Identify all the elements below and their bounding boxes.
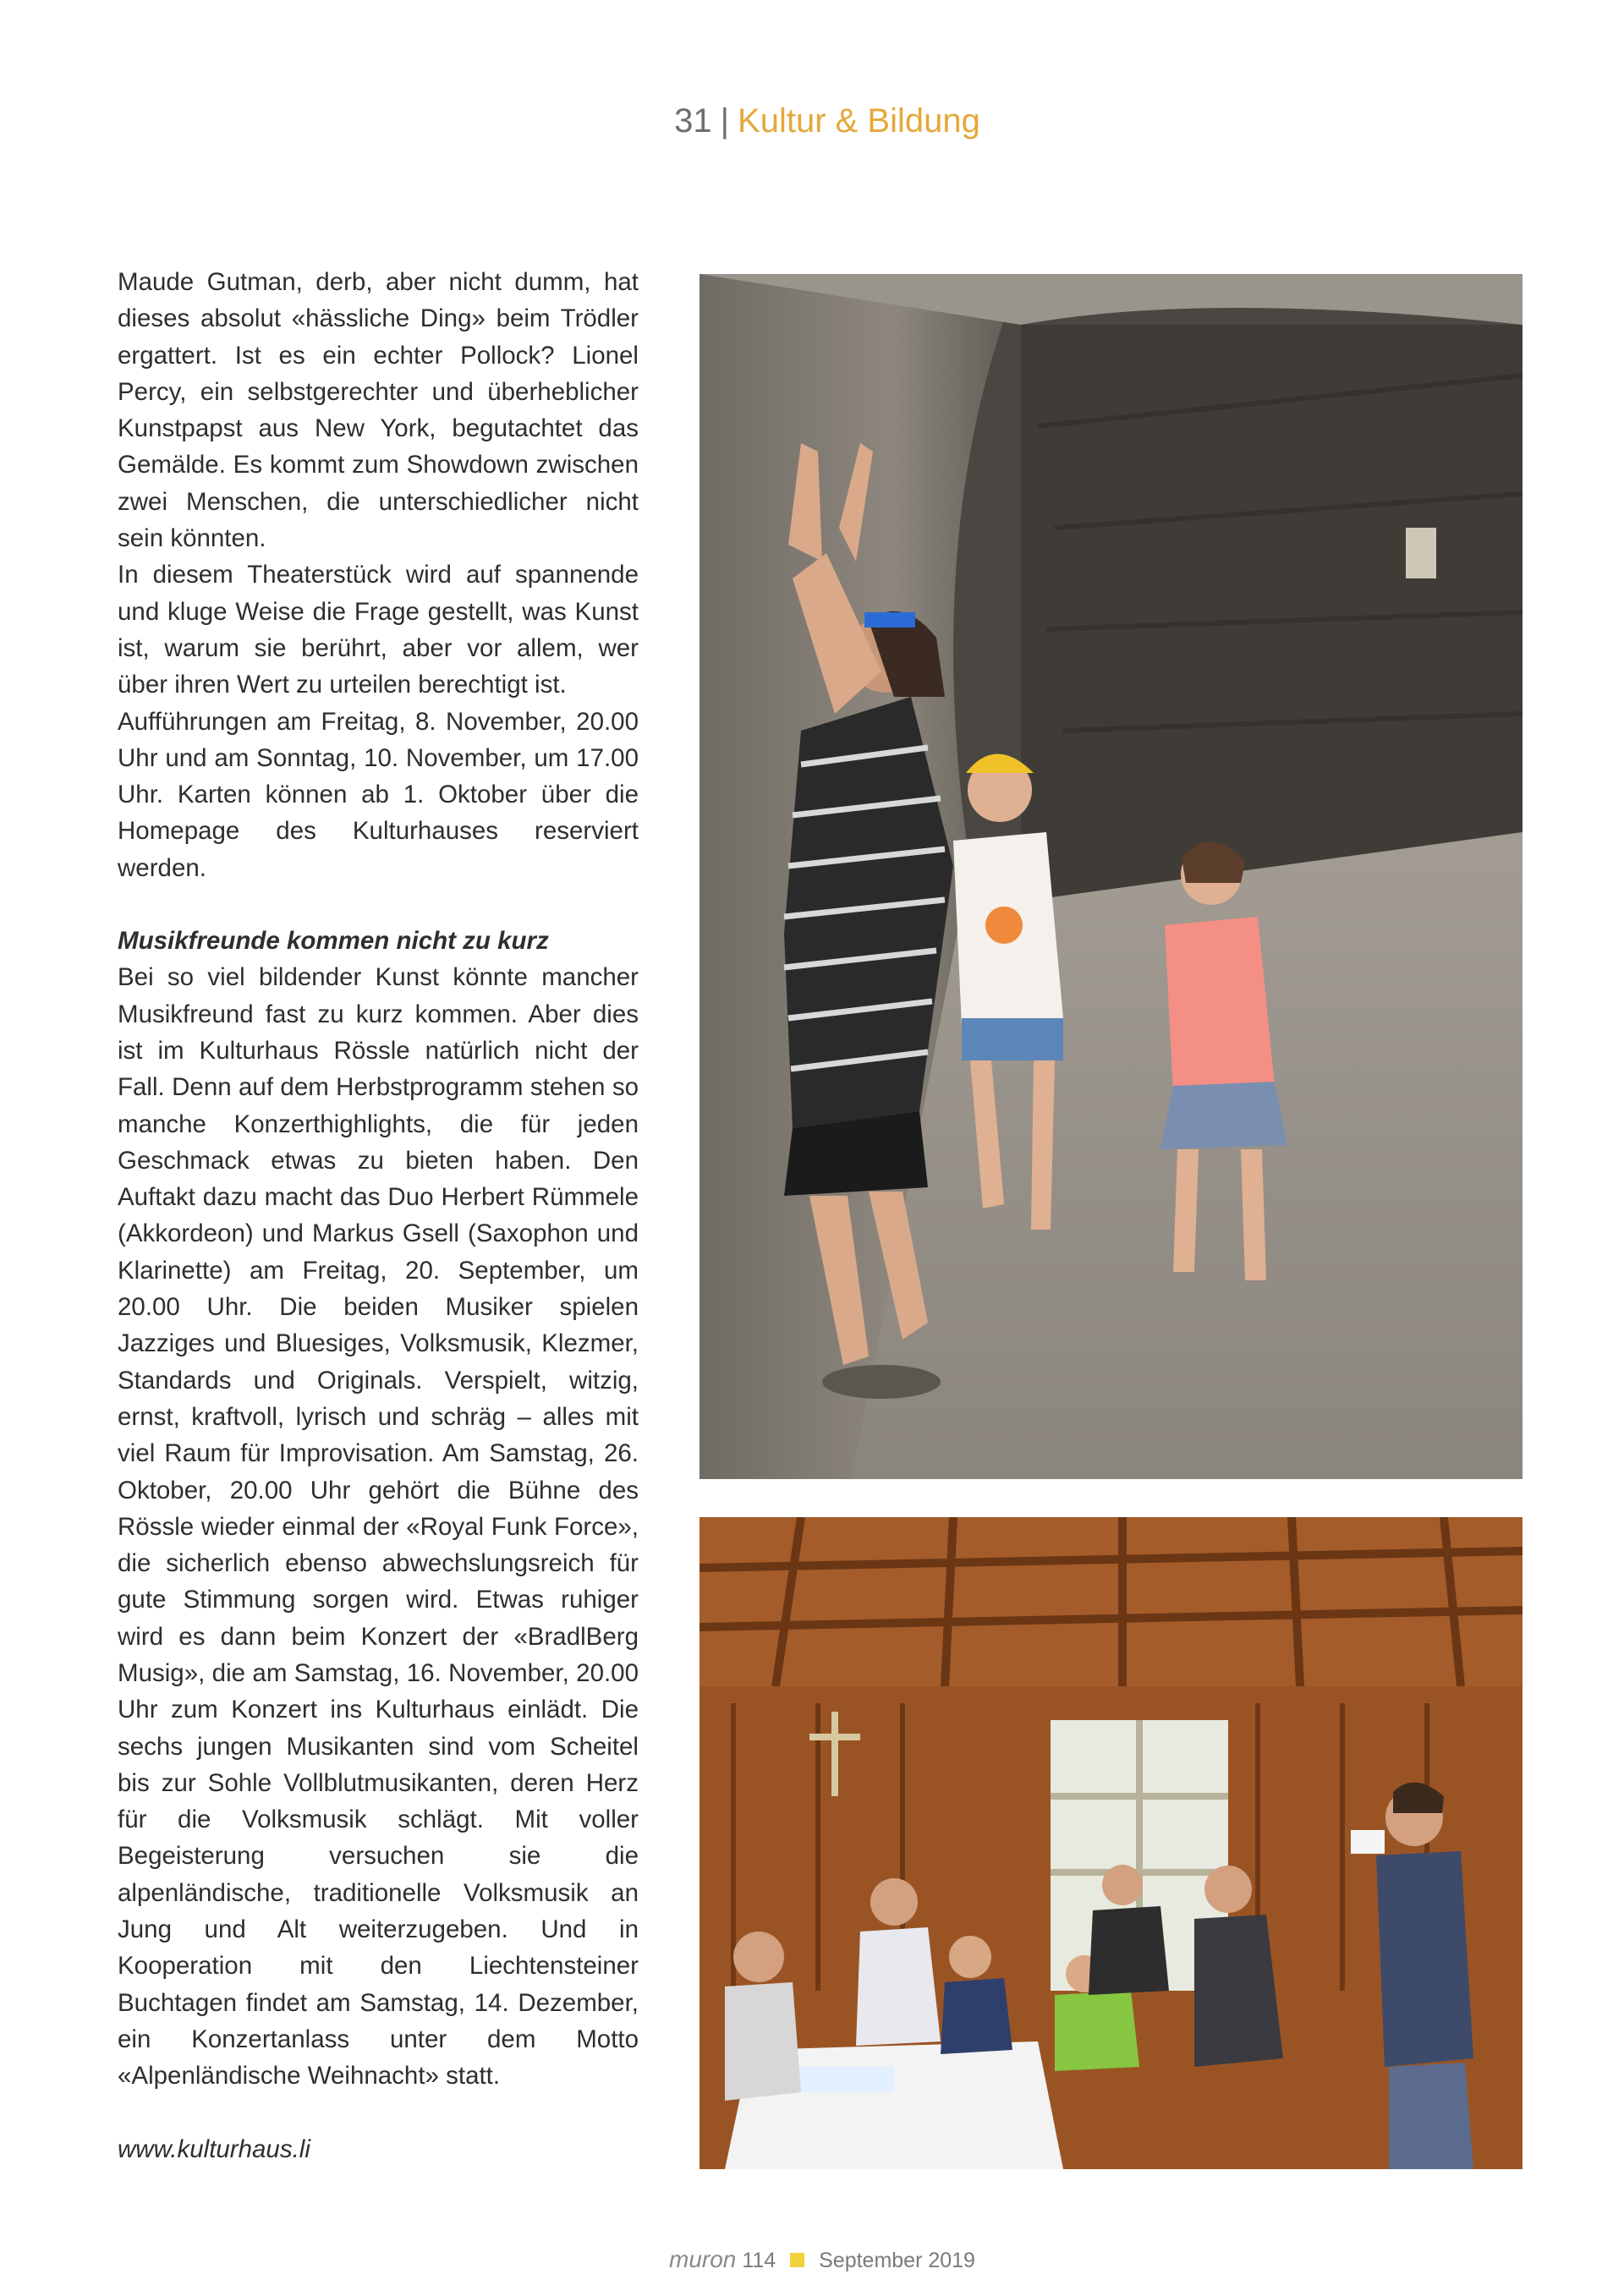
article-paragraph: Maude Gutman, derb, aber nicht dumm, hat dieses absolut «hässliche Ding» beim Trödler ergattert. Ist es ein echter Pollock? Lionel Percy, ein selbstgerechter und überheblicher Kunstpapst aus New York, begutachtet das Gemälde. Es kommt zum Showdown zwischen zwei Menschen, die unterschiedlicher nicht sein könnten. xyxy=(118,268,639,553)
magazine-brand: muron xyxy=(669,2246,737,2272)
footer-square-icon xyxy=(790,2253,804,2267)
subheading: Musikfreunde kommen nicht zu kurz xyxy=(118,927,549,956)
issue-date: September 2019 xyxy=(819,2249,975,2272)
section-title: Kultur & Bildung xyxy=(738,102,980,140)
cellar-illustration xyxy=(700,274,1522,1479)
photo-cellar xyxy=(700,274,1522,1479)
article-paragraph: Bei so viel bildender Kunst könnte mancher Musikfreund fast zu kurz kommen. Aber dies ist im Kulturhaus Rössle natürlich nicht der Fall. Denn auf dem Herbstprogramm stehen so manche Konzerthighlights, die für jeden Geschmack etwas zu bieten haben. Den Auftakt dazu macht das Duo Herbert Rümmele (Akkordeon) und Markus Gsell (Saxophon und Klarinette) am Freitag, 20. September, um 20.00 Uhr. Die beiden Musiker spielen Jazziges und Bluesiges, Volksmusik, Klezmer, Standards und Originals. Verspielt, witzig, ernst, kraftvoll, lyrisch und schräg – alles mit viel Raum für Improvisation. Am Samstag, 26. Oktober, 20.00 Uhr gehört die Bühne des Rössle wieder einmal der «Royal Funk Force», die sicherlich ebenso abwechslungsreich für gute Stimmung sorgen wird. Etwas ruhiger wird es dann beim Konzert der «BradlBerg Musig», die am Samstag, 16. November, 20.00 Uhr zum Konzert ins Kulturhaus einlädt. Die sechs jungen Musikanten sind vom Scheitel bis zur Sohle Vollblutmusikanten, deren Herz für die Volksmusik schlägt. Mit voller Begeisterung versuchen sie die alpenländische, traditionelle Volksmusik an Jung und Alt weiterzugeben. Und in Kooperation mit den Liechtensteiner Buchtagen findet am Samstag, 14. Dezember, ein Konzertanlass unter dem Motto «Alpenländische Weihnacht» statt. xyxy=(118,963,639,2091)
page-number: 31 xyxy=(674,102,712,140)
workshop-illustration xyxy=(700,1517,1522,2169)
page-footer xyxy=(0,2246,1624,2273)
article-paragraph: Aufführungen am Freitag, 8. November, 20.00 Uhr und am Sonntag, 10. November, um 17.00 Uhr. Karten können ab 1. Oktober über die Homepage des Kulturhauses reserviert werden. xyxy=(118,707,639,882)
photo-workshop xyxy=(700,1517,1522,2169)
page-header xyxy=(0,100,1624,142)
article-column xyxy=(118,264,639,2167)
article-paragraph: In diesem Theaterstück wird auf spannende und kluge Weise die Frage gestellt, was Kunst ist, warum sie berührt, aber vor allem, wer über ihren Wert zu urteilen berechtigt ist. xyxy=(118,561,639,699)
website-link[interactable]: www.kulturhaus.li xyxy=(118,2134,310,2163)
header-separator: | xyxy=(720,102,730,140)
issue-number: 114 xyxy=(742,2249,776,2272)
